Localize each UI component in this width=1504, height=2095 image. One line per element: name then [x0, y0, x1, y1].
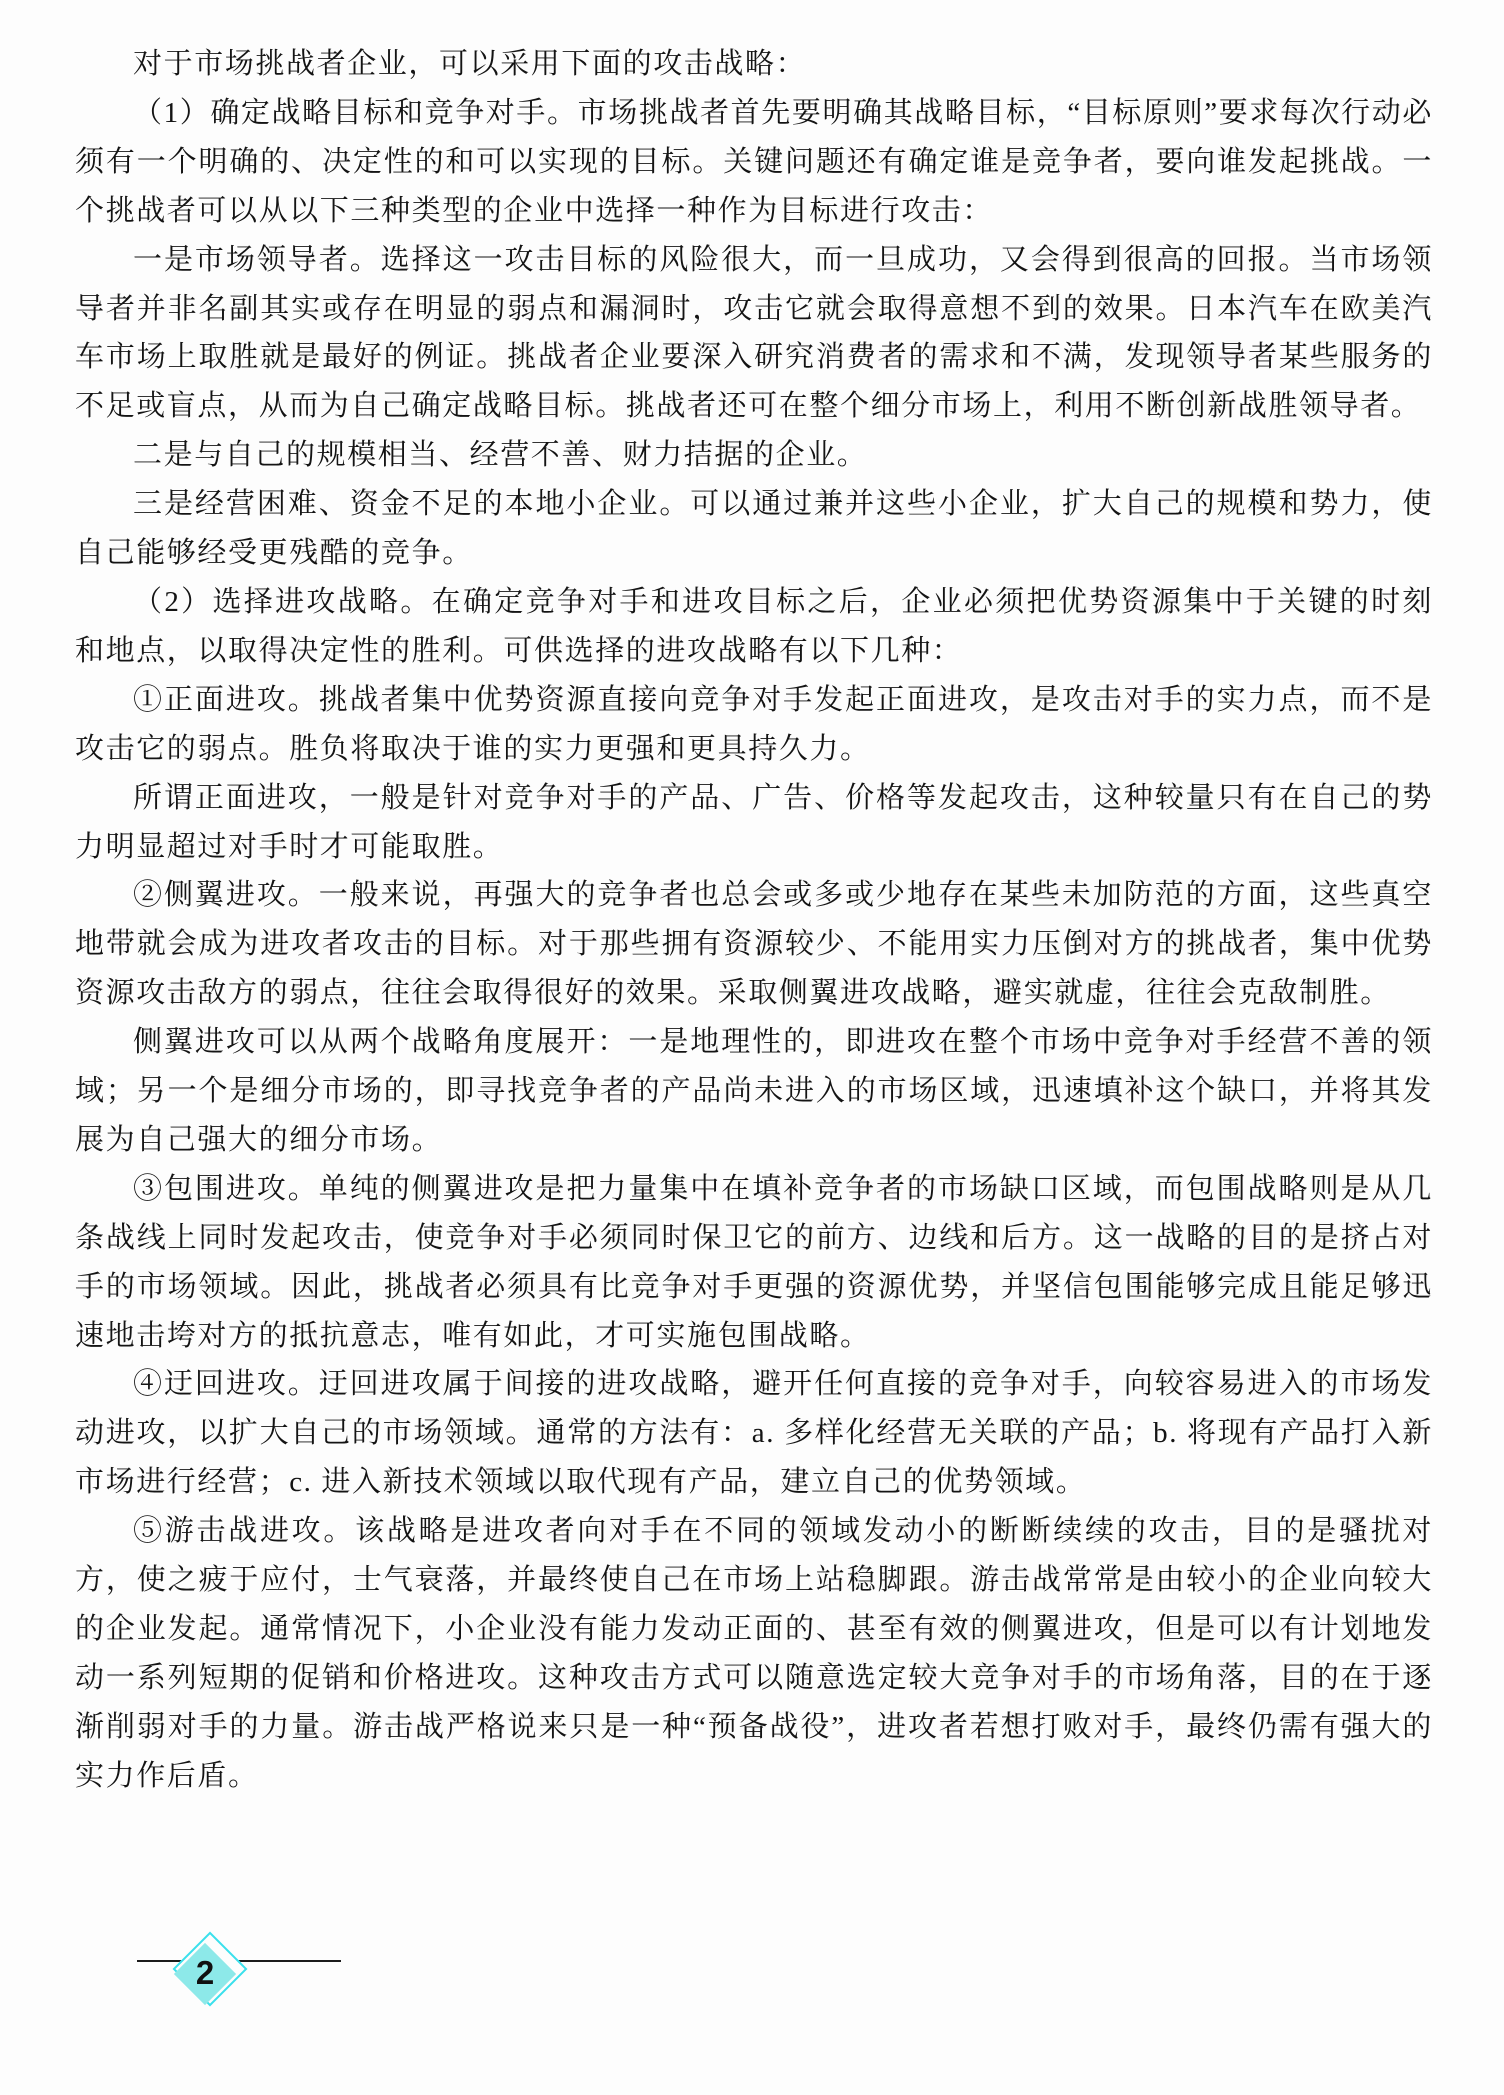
paragraph-target-equal-firms: 二是与自己的规模相当、经营不善、财力拮据的企业。 [133, 439, 868, 472]
paragraph-target-small-firms: 三是经营困难、资金不足的本地小企业。可以通过兼并这些小企业，扩大自己的规模和势力，使自己能够经受更残酷的竞争。 [75, 488, 1433, 570]
paragraph-2-choose-strategy: （2）选择进攻战略。在确定竞争对手和进攻目标之后，企业必须把优势资源集中于关键的时刻和地点，以取得决定性的胜利。可供选择的进攻战略有以下几种： [75, 585, 1433, 667]
paragraph-flank-attack: ②侧翼进攻。一般来说，再强大的竞争者也总会或多或少地存在某些未加防范的方面，这些真空地带就会成为进攻者攻击的目标。对于那些拥有资源较少、不能用实力压倒对方的挑战者，集中优势资源攻击敌方的弱点，往往会取得很好的效果。采取侧翼进攻战略，避实就虚，往往会克敌制胜。 [75, 879, 1433, 1010]
page-number-badge [168, 1933, 246, 2011]
paragraph-guerrilla-attack: ⑤游击战进攻。该战略是进攻者向对手在不同的领域发动小的断断续续的攻击，目的是骚扰对方，使之疲于应付，士气衰落，并最终使自己在市场上站稳脚跟。游击战常常是由较小的企业向较大的企业发起。通常情况下，小企业没有能力发动正面的、甚至有效的侧翼进攻，但是可以有计划地发动一系列短期的促销和价格进攻。这种攻击方式可以随意选定较大竞争对手的市场角落，目的在于逐渐削弱对手的力量。游击战严格说来只是一种“预备战役”，进攻者若想打败对手，最终仍需有强大的实力作后盾。 [75, 1515, 1433, 1792]
paragraph-intro: 对于市场挑战者企业，可以采用下面的攻击战略： [133, 48, 807, 80]
page-number: 2 [195, 1954, 215, 1991]
paragraph-1-define-goals: （1）确定战略目标和竞争对手。市场挑战者首先要明确其战略目标，“目标原则”要求每次行动必须有一个明确的、决定性的和可以实现的目标。关键问题还有确定谁是竞争者，要向谁发起挑战。一个挑战者可以从以下三种类型的企业中选择一种作为目标进行攻击： [75, 96, 1433, 227]
paragraph-frontal-attack-2: 所谓正面进攻，一般是针对竞争对手的产品、广告、价格等发起攻击，这种较量只有在自己的势力明显超过对手时才可能取胜。 [75, 781, 1433, 863]
document-body [75, 40, 1433, 1801]
paragraph-target-leader: 一是市场领导者。选择这一攻击目标的风险很大，而一旦成功，又会得到很高的回报。当市场领导者并非名副其实或存在明显的弱点和漏洞时，攻击它就会取得意想不到的效果。日本汽车在欧美汽车市场上取胜就是最好的例证。挑战者企业要深入研究消费者的需求和不满，发现领导者某些服务的不足或盲点，从而为自己确定战略目标。挑战者还可在整个细分市场上，利用不断创新战胜领导者。 [75, 243, 1433, 423]
paragraph-encirclement: ③包围进攻。单纯的侧翼进攻是把力量集中在填补竞争者的市场缺口区域，而包围战略则是从几条战线上同时发起攻击，使竞争对手必须同时保卫它的前方、边线和后方。这一战略的目的是挤占对手的市场领域。因此，挑战者必须具有比竞争对手更强的资源优势，并坚信包围能够完成且能足够迅速地击垮对方的抵抗意志，唯有如此，才可实施包围战略。 [75, 1172, 1433, 1352]
paragraph-flank-attack-2: 侧翼进攻可以从两个战略角度展开：一是地理性的，即进攻在整个市场中竞争对手经营不善的领域；另一个是细分市场的，即寻找竞争者的产品尚未进入的市场区域，迅速填补这个缺口，并将其发展为自己强大的细分市场。 [75, 1026, 1433, 1156]
paragraph-bypass-attack: ④迂回进攻。迂回进攻属于间接的进攻战略，避开任何直接的竞争对手，向较容易进入的市场发动进攻，以扩大自己的市场领域。通常的方法有：a. 多样化经营无关联的产品；b. 将现有产品打入新市场进行经营；c. 进入新技术领域以取代现有产品，建立自己的优势领域。 [75, 1368, 1433, 1499]
paragraph-frontal-attack: ①正面进攻。挑战者集中优势资源直接向竞争对手发起正面进攻，是攻击对手的实力点，而不是攻击它的弱点。胜负将取决于谁的实力更强和更具持久力。 [75, 683, 1433, 765]
